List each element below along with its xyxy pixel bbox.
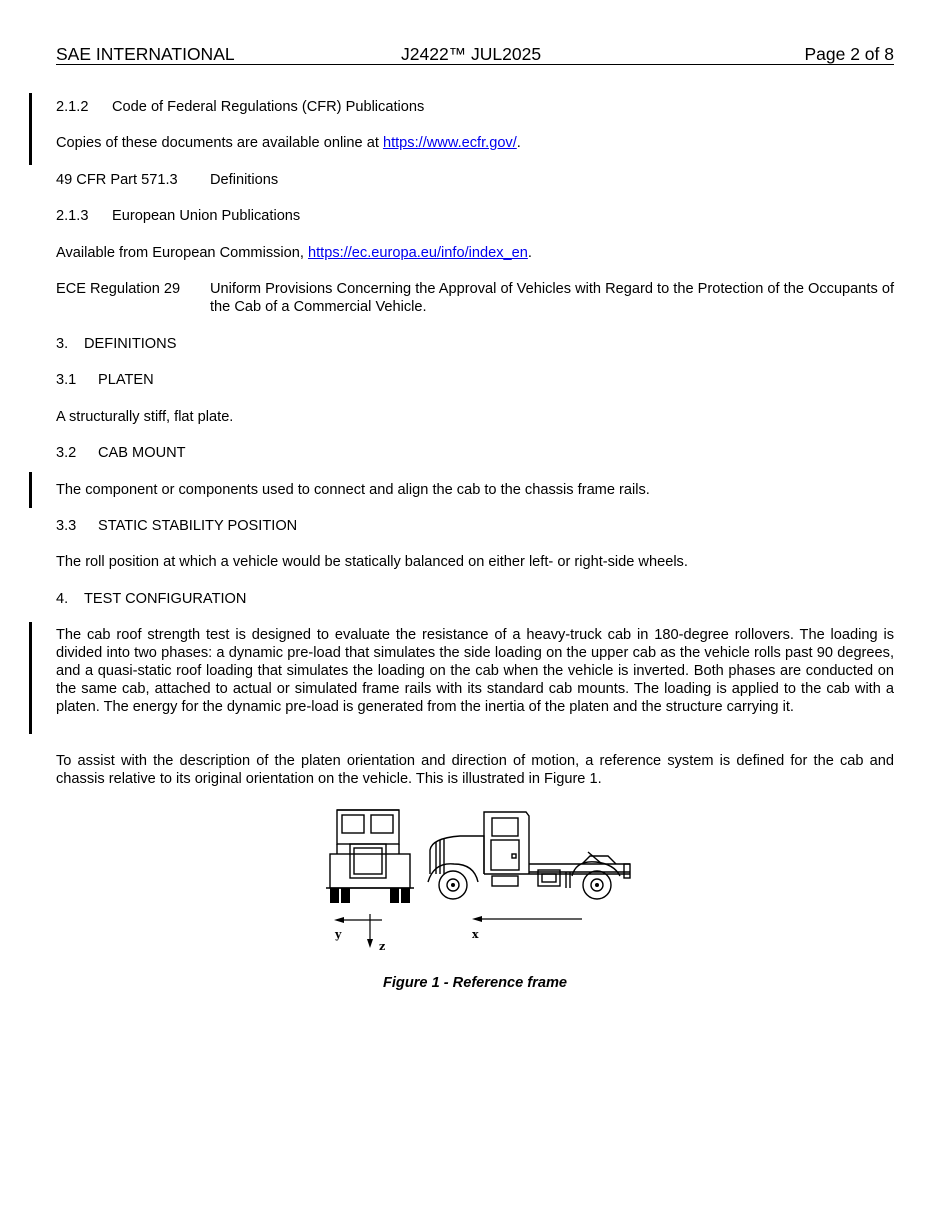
section-3-2-heading: 3.2 CAB MOUNT	[56, 445, 186, 461]
front-wheels	[330, 888, 410, 903]
cab-window	[492, 818, 518, 836]
section-3-3-body: The roll position at which a vehicle would be statically balanced on either left- or right-side wheels.	[56, 554, 688, 570]
y-axis-label: y	[335, 928, 342, 941]
cfr-reference: 49 CFR Part 571.3 Definitions	[56, 172, 279, 188]
header-page-number: Page 2 of 8	[804, 44, 894, 64]
reference-frame-figure	[320, 802, 640, 956]
change-bar	[29, 622, 32, 734]
eu-availability: Available from European Commission, https://ec.europa.eu/info/index_en.	[56, 245, 532, 261]
figure-caption: Figure 1 - Reference frame	[382, 975, 568, 991]
section-4-paragraph-1: The cab roof strength test is designed to evaluate the resistance of a heavy-truck cab in 180-degree rollovers. The loading is divided into two phases: a dynamic pre-load that simulates the side loading on the upper cab as the vehicle rolls past 90 degrees, and a quasi-static roof loading that simulates the loading on the cab when the vehicle is inverted. Both phases are conducted on the same cab, attached to actual or simulated frame rails with its standard cab mounts. The loading is applied to the cab with a platen. The energy for the dynamic pre-load is generated from the inertia of the platen and the structure carrying it.	[56, 627, 894, 715]
cfr-availability: Copies of these documents are available online at https://www.ecfr.gov/.	[56, 135, 521, 151]
ece-reference-label: ECE Regulation 29	[56, 281, 181, 297]
change-bar	[29, 93, 32, 165]
europa-link[interactable]: https://ec.europa.eu/info/index_en	[308, 245, 528, 261]
grille	[350, 844, 386, 878]
axes	[334, 914, 582, 948]
truck-front-view	[326, 810, 414, 888]
section-3-2-body: The component or components used to connect and align the cab to the chassis frame rails.	[56, 482, 650, 498]
section-2-1-3-heading: 2.1.3 European Union Publications	[56, 208, 301, 224]
section-3-1-heading: 3.1 PLATEN	[56, 372, 154, 388]
x-axis-label: x	[472, 928, 479, 941]
ece-reference-title: Uniform Provisions Concerning the Approval of Vehicles with Regard to the Protection of the Occupants of the Cab of a Commercial Vehicle.	[210, 281, 894, 315]
section-3-heading: 3. DEFINITIONS	[56, 336, 177, 352]
truck-side-view	[428, 812, 630, 899]
section-2-1-2-heading: 2.1.2 Code of Federal Regulations (CFR) Publications	[56, 99, 425, 115]
hood-outline	[430, 836, 484, 874]
change-bar	[29, 472, 32, 508]
section-4-paragraph-2: To assist with the description of the platen orientation and direction of motion, a reference system is defined for the cab and chassis relative to its original orientation on the vehicle. This is illustrated in Figure 1.	[56, 753, 894, 787]
header-doc-id: J2422™ JUL2025	[401, 44, 542, 64]
section-3-3-heading: 3.3 STATIC STABILITY POSITION	[56, 518, 298, 534]
section-4-heading: 4. TEST CONFIGURATION	[56, 591, 247, 607]
z-axis-label: z	[379, 940, 386, 953]
section-3-1-body: A structurally stiff, flat plate.	[56, 409, 234, 425]
ecfr-link[interactable]: https://www.ecfr.gov/	[382, 135, 517, 151]
page-header	[56, 44, 894, 65]
header-org: SAE INTERNATIONAL	[56, 44, 235, 64]
